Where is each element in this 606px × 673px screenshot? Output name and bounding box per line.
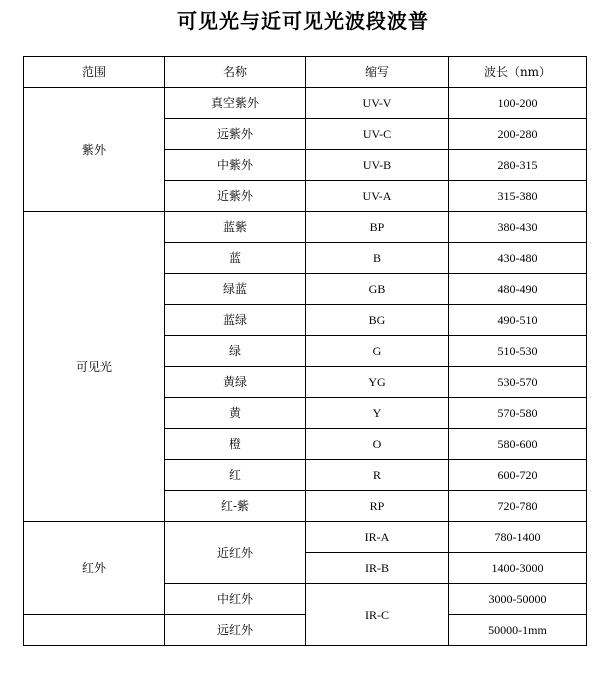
cell-wavelength: 570-580: [449, 398, 587, 429]
cell-abbr: UV-B: [306, 150, 449, 181]
header-abbr: 缩写: [306, 57, 449, 88]
cell-wavelength: 480-490: [449, 274, 587, 305]
cell-name: 中红外: [165, 584, 306, 615]
cell-name: 绿蓝: [165, 274, 306, 305]
cell-wavelength: 600-720: [449, 460, 587, 491]
cell-name: 绿: [165, 336, 306, 367]
cell-wavelength: 780-1400: [449, 522, 587, 553]
cell-abbr: G: [306, 336, 449, 367]
cell-abbr: GB: [306, 274, 449, 305]
cell-name: 红: [165, 460, 306, 491]
cell-abbr: YG: [306, 367, 449, 398]
cell-wavelength: 1400-3000: [449, 553, 587, 584]
cell-name: 蓝紫: [165, 212, 306, 243]
cell-name: 近红外: [165, 522, 306, 584]
header-name: 名称: [165, 57, 306, 88]
cell-name: 近紫外: [165, 181, 306, 212]
header-wavelength: 波长（nm）: [449, 57, 587, 88]
cell-wavelength: 50000-1mm: [449, 615, 587, 646]
cell-name: 远红外: [165, 615, 306, 646]
cell-abbr: IR-A: [306, 522, 449, 553]
table-row: [24, 88, 587, 119]
cell-abbr: UV-A: [306, 181, 449, 212]
cell-wavelength: 430-480: [449, 243, 587, 274]
header-range: 范围: [24, 57, 165, 88]
cell-name: 橙: [165, 429, 306, 460]
table-row: [24, 522, 587, 553]
table-row: [24, 212, 587, 243]
cell-name: 蓝: [165, 243, 306, 274]
cell-name: 真空紫外: [165, 88, 306, 119]
cell-range-empty: [24, 615, 165, 646]
cell-wavelength: 100-200: [449, 88, 587, 119]
group-ir: 红外: [24, 522, 165, 615]
cell-wavelength: 580-600: [449, 429, 587, 460]
header-row: [24, 57, 587, 88]
cell-name: 黄: [165, 398, 306, 429]
group-uv: 紫外: [24, 88, 165, 212]
cell-abbr: B: [306, 243, 449, 274]
cell-abbr: R: [306, 460, 449, 491]
cell-wavelength: 490-510: [449, 305, 587, 336]
page-title: 可见光与近可见光波段波普: [177, 9, 429, 33]
group-visible: 可见光: [24, 212, 165, 522]
cell-abbr: UV-C: [306, 119, 449, 150]
cell-abbr: IR-B: [306, 553, 449, 584]
cell-wavelength: 3000-50000: [449, 584, 587, 615]
spectrum-table: [23, 56, 587, 646]
cell-wavelength: 530-570: [449, 367, 587, 398]
cell-abbr: IR-C: [306, 584, 449, 646]
cell-name: 黄绿: [165, 367, 306, 398]
cell-name: 红-紫: [165, 491, 306, 522]
cell-abbr: Y: [306, 398, 449, 429]
cell-abbr: UV-V: [306, 88, 449, 119]
cell-wavelength: 280-315: [449, 150, 587, 181]
cell-name: 蓝绿: [165, 305, 306, 336]
cell-wavelength: 315-380: [449, 181, 587, 212]
cell-wavelength: 200-280: [449, 119, 587, 150]
cell-abbr: O: [306, 429, 449, 460]
cell-wavelength: 380-430: [449, 212, 587, 243]
cell-name: 远紫外: [165, 119, 306, 150]
cell-name: 中紫外: [165, 150, 306, 181]
cell-abbr: BP: [306, 212, 449, 243]
cell-wavelength: 510-530: [449, 336, 587, 367]
cell-wavelength: 720-780: [449, 491, 587, 522]
cell-abbr: RP: [306, 491, 449, 522]
table-row: [24, 615, 587, 646]
cell-abbr: BG: [306, 305, 449, 336]
